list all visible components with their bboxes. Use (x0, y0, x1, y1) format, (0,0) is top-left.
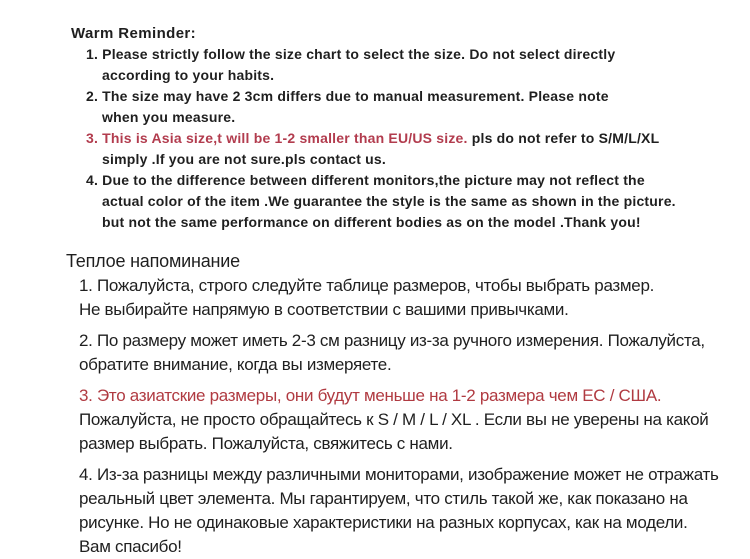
asia-size-warning-highlight: 3. This is Asia size,t will be 1-2 smaller than EU/US size. (86, 130, 468, 146)
text-line: рисунке. Но не одинаковые характеристики на разных корпусах, как на модели. (79, 513, 688, 532)
text-line (79, 384, 750, 408)
asia-size-warning-highlight-ru: 3. Это азиатские размеры, они будут меньше на 1-2 размера чем ЕС / США. (79, 386, 662, 405)
text-line: Вам спасибо! (79, 537, 182, 556)
text-line: simply .If you are not sure.pls contact us. (102, 151, 386, 167)
russian-item-4 (0, 463, 750, 559)
russian-item-3 (0, 384, 750, 456)
text-line: 2. По размеру может иметь 2-3 см разницу из-за ручного измерения. Пожалуйста, (79, 331, 705, 350)
text-line: Не выбирайте напрямую в соответствии с вашими привычками. (79, 300, 569, 319)
text-line-rest: pls do not refer to S/M/L/XL (467, 130, 660, 146)
russian-item-1 (0, 274, 750, 322)
text-line: but not the same performance on different bodies as on the model .Thank you! (102, 214, 641, 230)
text-line: 4. Из-за разницы между различными мониторами, изображение может не отражать (79, 465, 719, 484)
english-item-2 (0, 86, 750, 128)
english-item-1 (0, 44, 750, 86)
russian-reminder-heading: Теплое напоминание (66, 251, 240, 271)
text-line: 4. Due to the difference between different monitors,the picture may not reflect the (86, 172, 645, 188)
text-line: обратите внимание, когда вы измеряете. (79, 355, 392, 374)
text-line: actual color of the item .We guarantee the style is the same as shown in the picture. (102, 193, 676, 209)
english-reminder-heading: Warm Reminder: (71, 25, 197, 42)
text-line: according to your habits. (102, 67, 275, 83)
text-line: реальный цвет элемента. Мы гарантируем, что стиль такой же, как показано на (79, 489, 688, 508)
text-line: 1. Please strictly follow the size chart to select the size. Do not select directly (86, 46, 616, 62)
russian-reminder-section (0, 248, 750, 559)
russian-item-2 (0, 329, 750, 377)
text-line: when you measure. (102, 109, 236, 125)
text-line: 1. Пожалуйста, строго следуйте таблице размеров, чтобы выбрать размер. (79, 276, 655, 295)
english-item-3 (0, 128, 750, 170)
text-line: 2. The size may have 2 3cm differs due to manual measurement. Please note (86, 88, 609, 104)
english-item-4 (0, 170, 750, 233)
text-line (86, 128, 750, 149)
text-line: размер выбрать. Пожалуйста, свяжитесь с нами. (79, 434, 453, 453)
text-line: Пожалуйста, не просто обращайтесь к S / M / L / XL . Если вы не уверены на какой (79, 410, 709, 429)
english-reminder-section (0, 0, 750, 233)
